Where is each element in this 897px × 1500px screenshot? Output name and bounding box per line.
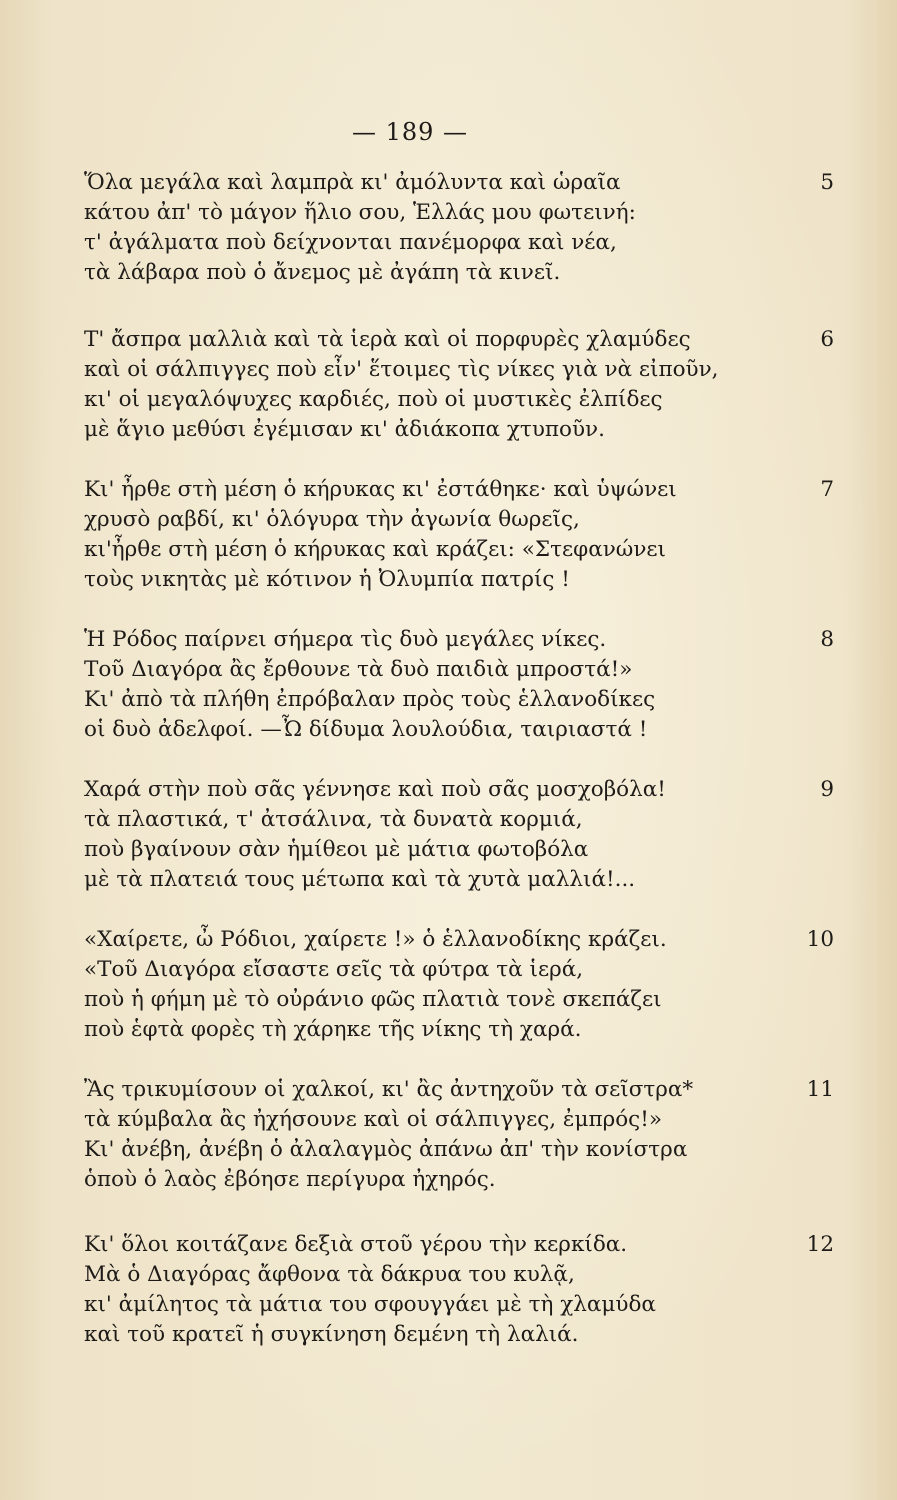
- verse-line: «Χαίρετε, ὦ Ρόδιοι, χαίρετε !» ὁ ἑλλανοδίκης κράζει.: [84, 927, 667, 952]
- verse-line: Μὰ ὁ Διαγόρας ἄφθονα τὰ δάκρυα του κυλᾷ,: [84, 1262, 575, 1287]
- verse-line: «Τοῦ Διαγόρα εἴσαστε σεῖς τὰ φύτρα τὰ ἱερά,: [84, 957, 584, 982]
- verse-line: κι' ἀμίλητος τὰ μάτια του σφουγγάει μὲ τὴ χλαμύδα: [84, 1292, 656, 1317]
- stanza-number: 7: [820, 477, 834, 502]
- verse-line: τὰ πλαστικά, τ' ἀτσάλινα, τὰ δυνατὰ κορμιά,: [84, 807, 583, 832]
- verse-line: Ἂς τρικυμίσουν οἱ χαλκοί, κι' ἂς ἀντηχοῦν τὰ σεῖστρα*: [84, 1077, 694, 1102]
- stanza: [84, 925, 834, 1045]
- verse-line: Κι' ἀπὸ τὰ πλήθη ἐπρόβαλαν πρὸς τοὺς ἑλλανοδίκες: [84, 687, 656, 712]
- stanza-number: 10: [806, 927, 834, 952]
- stanza-number: 9: [820, 777, 834, 802]
- verse-line: μὲ ἅγιο μεθύσι ἐγέμισαν κι' ἀδιάκοπα χτυποῦν.: [84, 417, 605, 442]
- stanza: [84, 475, 834, 595]
- verse-line: κι'ἦρθε στὴ μέση ὁ κήρυκας καὶ κράζει: «Στεφανώνει: [84, 537, 666, 562]
- verse-line: τὰ κύμβαλα ἂς ἠχήσουνε καὶ οἱ σάλπιγγες, ἐμπρός!»: [84, 1107, 662, 1132]
- stanza-number: 8: [820, 627, 834, 652]
- stanza-number: 12: [806, 1232, 834, 1257]
- verse-line: τὰ λάβαρα ποὺ ὁ ἄνεμος μὲ ἀγάπη τὰ κινεῖ.: [84, 260, 561, 285]
- verse-line: Τοῦ Διαγόρα ἂς ἔρθουνε τὰ δυὸ παιδιὰ μπροστά!»: [84, 657, 633, 682]
- stanza: [84, 625, 834, 745]
- verse-line: τ' ἀγάλματα ποὺ δείχνονται πανέμορφα καὶ νέα,: [84, 230, 617, 255]
- verse-line: ὁπoὺ ὁ λαὸς ἐβόησε περίγυρα ἠχηρός.: [84, 1167, 496, 1192]
- verse-line: καὶ τοῦ κρατεῖ ἡ συγκίνηση δεμένη τὴ λαλιά.: [84, 1322, 579, 1347]
- verse-line: Ὅλα μεγάλα καὶ λαμπρὰ κι' ἀμόλυντα καὶ ὡραῖα: [84, 170, 621, 195]
- verse-line: Κι' ἀνέβη, ἀνέβη ὁ ἀλαλαγμὸς ἀπάνω ἀπ' τὴν κονίστρα: [84, 1137, 688, 1162]
- stanza: [84, 1230, 834, 1350]
- stanza: [84, 325, 834, 445]
- verse-line: Τ' ἄσπρα μαλλιὰ καὶ τὰ ἱερὰ καὶ οἱ πορφυρὲς χλαμύδες: [84, 327, 691, 352]
- stanza: [84, 1075, 834, 1195]
- stanza-number: 5: [820, 170, 834, 195]
- verse-line: κάτου ἀπ' τὸ μάγον ἥλιο σου, Ἑλλάς μου φωτεινή:: [84, 200, 636, 225]
- page-number: — 189 —: [351, 118, 469, 146]
- verse-line: ποὺ ἑφτὰ φορὲς τὴ χάρηκε τῆς νίκης τὴ χαρά.: [84, 1017, 582, 1042]
- stanza: [84, 775, 834, 895]
- verse-line: Κι' ἦρθε στὴ μέση ὁ κήρυκας κι' ἐστάθηκε· καὶ ὑψώνει: [84, 477, 677, 502]
- stanza-number: 11: [806, 1077, 834, 1102]
- verse-line: μὲ τὰ πλατειά τους μέτωπα καὶ τὰ χυτὰ μαλλιά!...: [84, 867, 636, 892]
- verse-line: κι' οἱ μεγαλόψυχες καρδιές, ποὺ οἱ μυστικὲς ἐλπίδες: [84, 387, 663, 412]
- verse-line: ποὺ ἡ φήμη μὲ τὸ οὐράνιο φῶς πλατιὰ τονὲ σκεπάζει: [84, 987, 662, 1012]
- verse-line: Ἡ Ρόδος παίρνει σήμερα τὶς δυὸ μεγάλες νίκες.: [84, 627, 607, 652]
- verse-line: οἱ δυὸ ἀδελφοί. —Ὦ δίδυμα λουλούδια, ταιριαστά !: [84, 717, 648, 742]
- verse-line: ποὺ βγαίνουν σὰν ἡμίθεοι μὲ μάτια φωτοβόλα: [84, 837, 589, 862]
- verse-line: καὶ οἱ σάλπιγγες ποὺ εἶν' ἕτοιμες τὶς νίκες γιὰ νὰ εἰποῦν,: [84, 357, 719, 382]
- verse-line: Χαρά στὴν ποὺ σᾶς γέννησε καὶ ποὺ σᾶς μοσχοβόλα!: [84, 777, 666, 802]
- verse-line: τοὺς νικητὰς μὲ κότινον ἡ Ὀλυμπία πατρίς !: [84, 567, 570, 592]
- verse-line: χρυσὸ ραβδί, κι' ὁλόγυρα τὴν ἀγωνία θωρεῖς,: [84, 507, 580, 532]
- verse-line: Κι' ὅλοι κοιτάζανε δεξιὰ στοῦ γέρου τὴν κερκίδα.: [84, 1232, 628, 1257]
- stanza-number: 6: [820, 327, 834, 352]
- stanza: [84, 168, 834, 288]
